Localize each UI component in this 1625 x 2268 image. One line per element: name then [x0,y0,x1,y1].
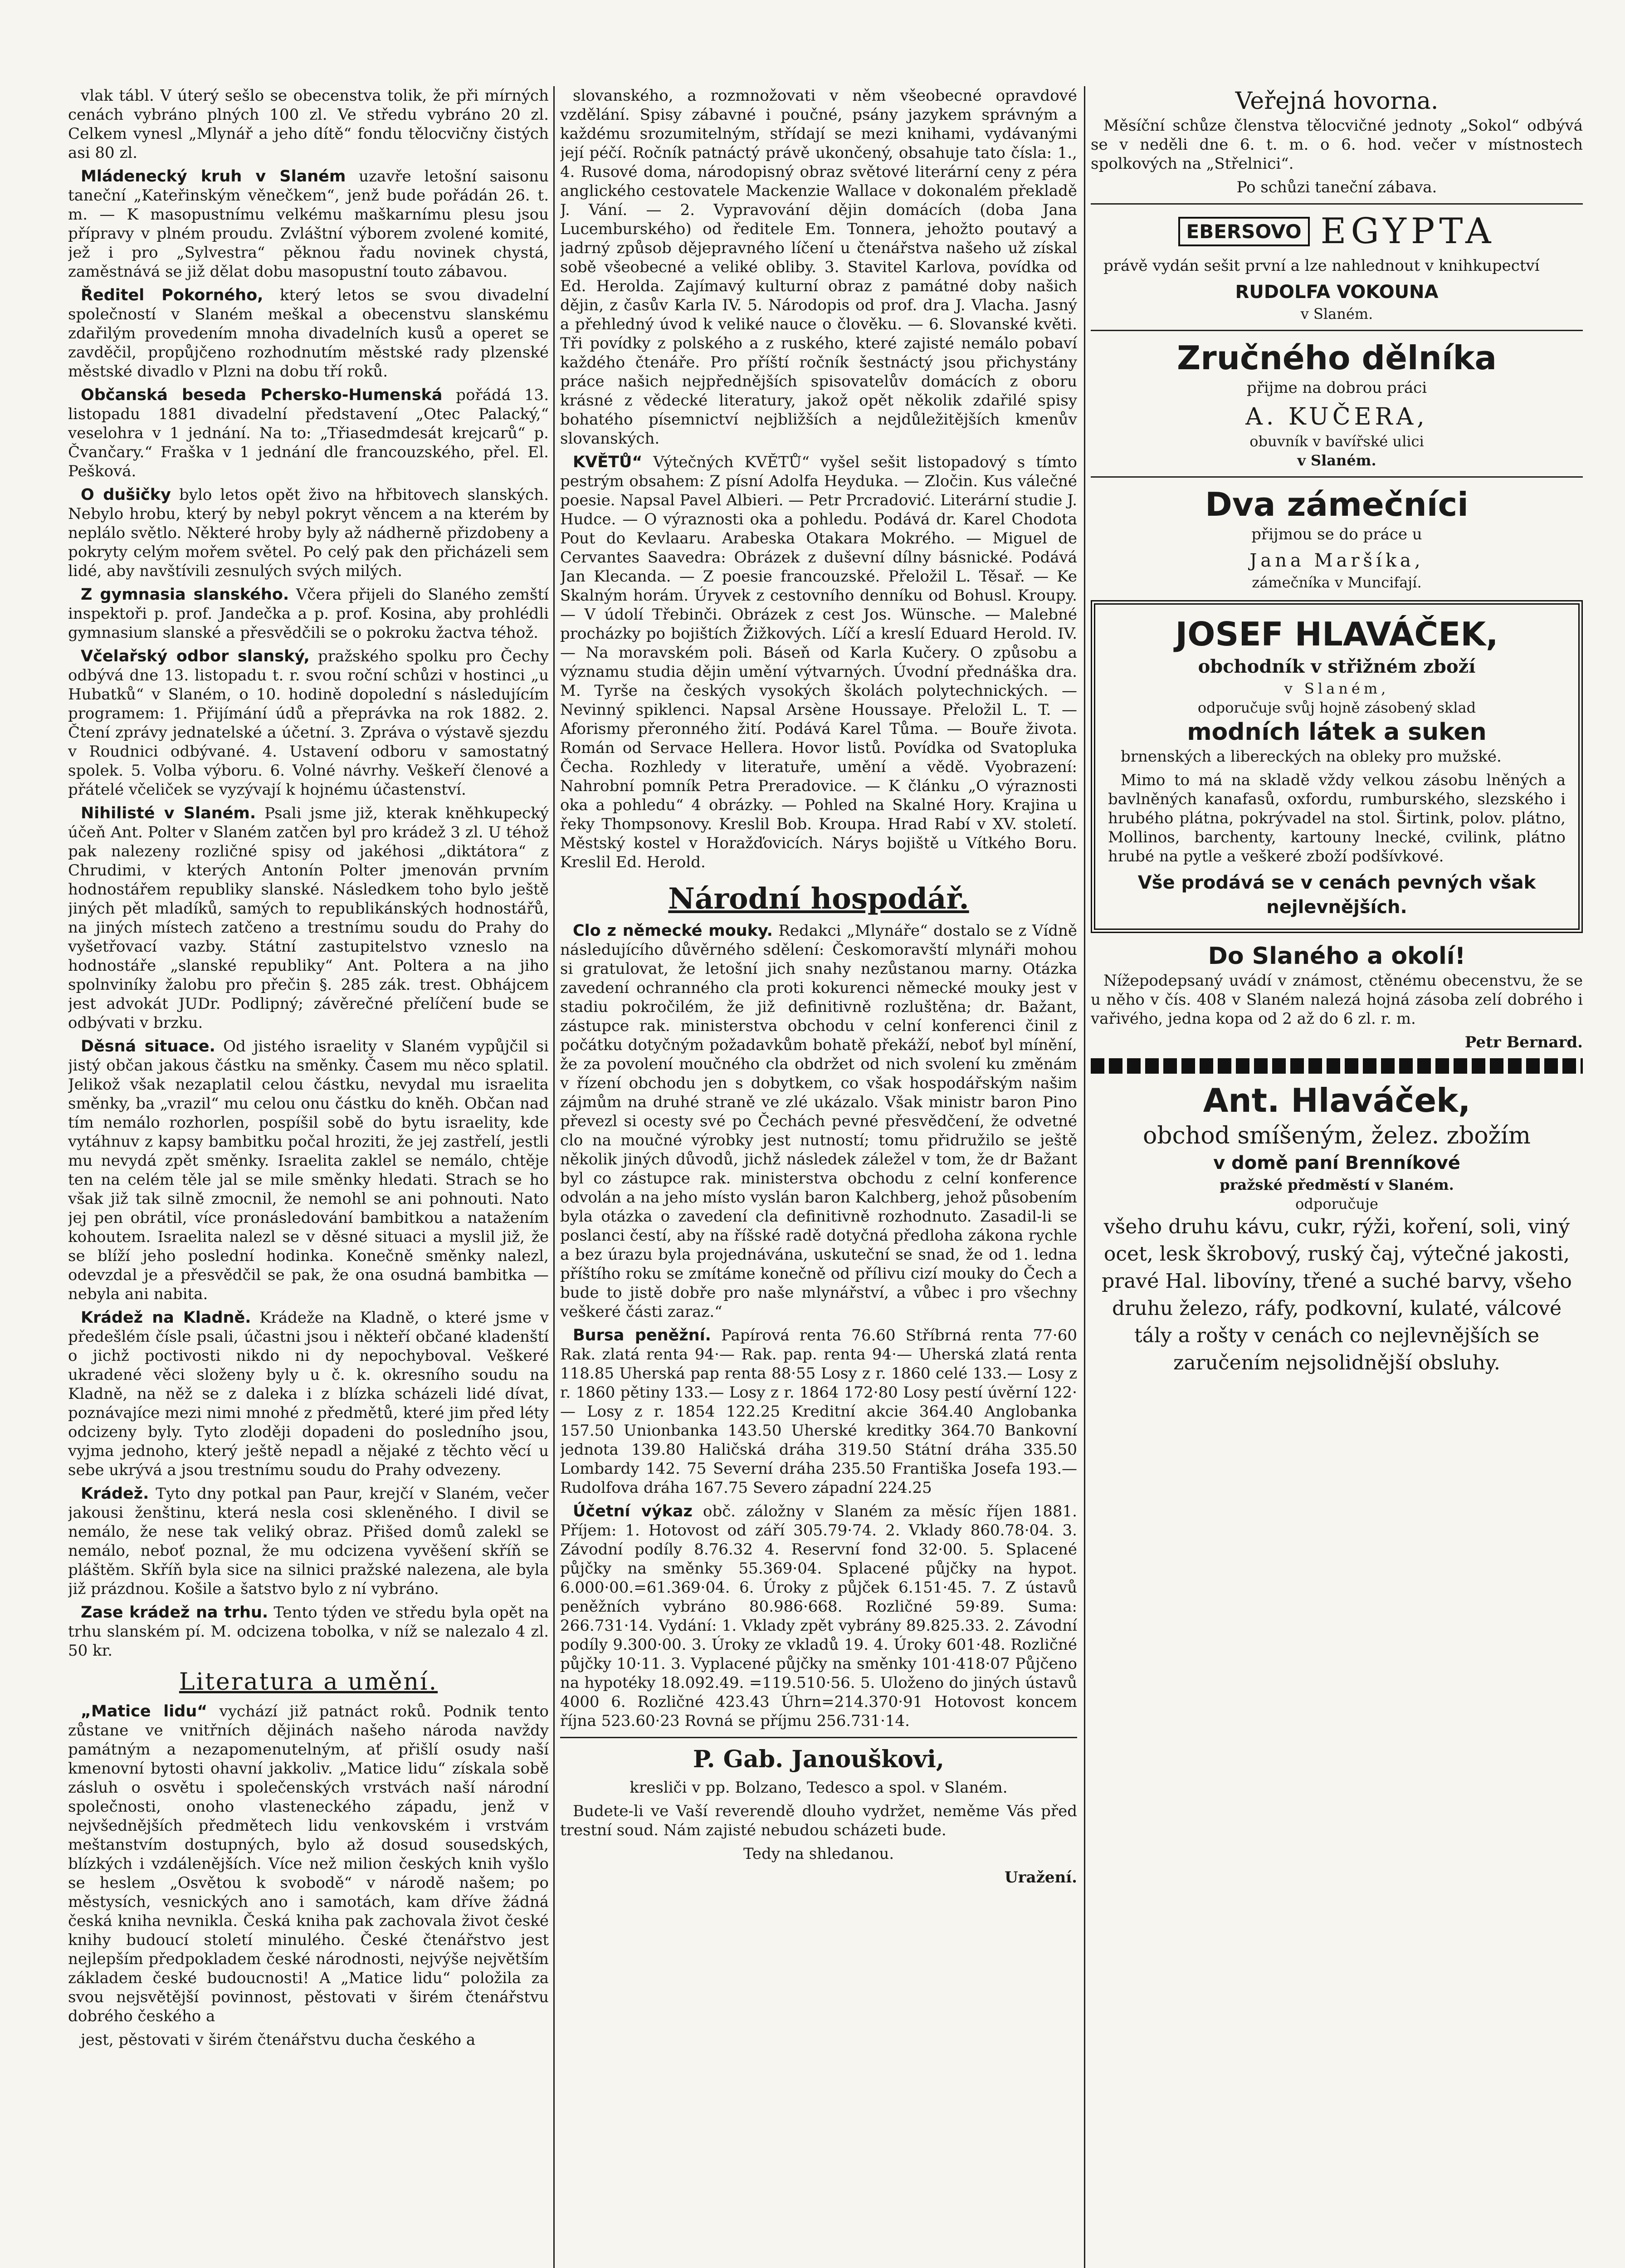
section-heading-economy: Národní hospodář. [668,882,969,916]
ant-name: Ant. Hlaváček, [1203,1081,1471,1119]
news-text: Redakci „Mlynáře“ dostalo se z Vídně následujícího důvěrného sdělení: Českomoravští mlynáři mohou si gratulovat, že letošní jich snahy nezůstanou marny. Otázka zavedení ochranného cla proti kokurenci německé mouky jest v stadiu pokročilém, že již definitivně rozluštěna; dr. Bažant, zástupce rak. ministerstva obchodu v celní konferenci činil z počátku dotyčným požadavkům bohatě překáží, neboť byl mínění, že za povolení moučného cla obdržet od nich svolení ku změnám v řízení obchodu jen s dobytkem, co však hospodářským našim zájmům na druhé straně ve zlé ukázalo. Však ministr baron Pino převezl si ocesty své po Čechách pevné přesvědčení, že odvetné clo na moučné výrobky jest nutností; tomu přidružilo se ještě několik jiných důvodů, jichž následek záležel v tom, že dr Bažant byl co zástupce rak. ministerstva obchodu z celní konference odvolán a na jeho místo vyslán baron Kalchberg, jehož působením byla otázka o zavedení cla definitivně rozhodnuto. Zasadil-li se poslanci čestí, aby na říšské radě dotyčná předloha zákona rychle a bez úrazu byla projednávána, uskuteční se snad, že od 1. ledna příštího roku se zmítáme konečně od přílivu cizí mouky do Čech a bude to jistě dobře pro naše mlynářství, a vůbec i pro všechny veškeré části zaraz.“ [560,922,1077,1321]
column-middle [560,86,1077,2268]
news-matice [68,1702,549,2026]
do-slaneho-heading: Do Slaného a okolí! [1208,943,1466,970]
zrucneho-heading: Zručného dělníka [1177,339,1497,377]
headline: Nihilisté v Slaném. [81,804,256,822]
news-gymnasia [68,585,549,642]
ant-list: všeho druhu kávu, cukr, rýži, koření, soli, viný ocet, lesk škrobový, ruský čaj, výtečné jakosti, pravé Hal. libovíny, třené a suché barvy, všeho druhu železo, ráfy, podkovní, kulaté, válcové tály a rošty v cenách co nejlevnějších se zaručením nejsolidnější obsluhy. [1102,1215,1572,1374]
headline: Účetní výkaz [573,1502,693,1520]
hovorna-heading: Veřejná hovorna. [1235,88,1439,115]
separator [1091,203,1583,205]
headline: Zase krádež na trhu. [81,1603,268,1622]
paragraph-matice-cont: slovanského, a rozmnožovati v něm všeobecné opravdové vzdělání. Spisy zábavné i poučné, psány jazykem správným a každému srozumitelným, střídají se mezi knihami, vydávanými její péčí. Ročník patnáctý právě ukončený, obsahuje tato čísla: 1., 4. Rusové doma, národopisný obraz světové literární ceny z péra anglického cestovatele Mackenzie Wallace v dokonalém překladě J. Vání. — 2. Vypravování dějin domácích (doba Jana Lucemburského) od ředitele Em. Tonnera, jehožto poutavý a jadrný způsob dějepravného líčení u čtenářstva našeho už získal sobě všeobecné a veliké obliby. 3. Stavitel Karlova, povídka od Ed. Herolda. Zajímavý kulturní obraz z památné doby našich dějin, z časův Karla IV. 5. Národopis od prof. dra J. Vlacha. Jasný a přehledný úvod k veliké nauce o člověku. — 6. Slovanské květi. Tři povídky z polského a z ruského, které zajisté nemálo pobaví každého čtenáře. Pro příští ročník šestnáctý jsou přichystány práce našich nejpřednějších spisovatelův domácích z oboru krásné z vědecké literatury, jakož opět několik zdařilé spisy bohatého písemnictví nejbližších a nejdůležitějších kmenův slovanských. [560,87,1077,448]
news-text: pražského spolku pro Čechy odbývá dne 13. listopadu t. r. svou roční schůzi v hostinci „u Hubatků“ v Slaném, o 10. hodině dopolední s následujícím programem: 1. Přijímání údů a přeprávka na rok 1882. 2. Čtení zprávy jednatelské a účetní. 3. Zpráva o výstavě sjezdu v Roudnici odbývané. 4. Ustavení odboru v samostatný spolek. 5. Volba výboru. 6. Volné návrhy. Veškeří členové a přátelé včeliček se vyzývají k hojnému účastenství. [68,647,549,799]
hlavacek-place: v Slaném, [1284,680,1390,697]
egypt-place: v Slaném. [1300,305,1373,323]
headline: Občanská beseda Pchersko-Humenská [81,386,443,404]
newspaper-page [68,86,1583,2268]
egypt-seller: RUDOLFA VOKOUNA [1235,282,1439,303]
news-text: vychází již patnáct roků. Podnik tento zůstane ve vnitřních dějinách našeho národa navždy památným a nezapomenutelným, ať přišlí osudy naší kmenovní bytosti ohavní jakkoliv. „Matice lidu“ získala sobě zásluh o osvětu i společenských vrstvách naší národní společnosti, onoho vlasteneckého západu, jenž v nejvšednějších předmětech lidu venkovském i vrstvám meštanstvím dostupných, bylo až dosud sousedských, blízkých i vzdálenějších. Více než milion českých knih vyšlo se heslem „Osvětou k svobodě“ v národě našem; po městysích, vesnických ano i samotách, kam dříve žádná česká kniha nevnikla. Česká kniha pak zachovala život české knihy budoucí století minulého. České čtenářstvo jest nejlepším předpokladem české národnosti, nejvýše největším základem české budoucnosti! A „Matice lidu“ položila za svou nejsvětější povinnost, pěstovati v širém čtenářstvu dobrého českého a [68,1702,549,2025]
news-matice-end: jest, pěstovati v širém čtenářstvu ducha českého a [81,2031,476,2049]
dva-name: Jana Maršíka, [1249,550,1424,571]
news-reditel [68,286,549,381]
headline: Ředitel Pokorného, [81,286,264,304]
news-bursa [560,1326,1077,1497]
separator [560,1737,1077,1738]
section-heading-literature: Literatura a umění. [179,1668,438,1696]
border-chain [1091,1058,1583,1074]
news-text: Výtečných KVĚTŮ“ vyšel sešit listopadový s tímto pestrým obsahem: Z písní Adolfa Heyduka. — Zločin. Kus válečné poesie. Napsal Pavel Albieri. — Petr Prcradović. Literární studie J. Hudce. — O výraznosti oka a pohledu. Podává dr. Karel Chodota Pout do Kevlaaru. Arabeska Otakara Mokrého. — Miguel de Cervantes Saavedra: Obrázek z duševní dílny básnické. Podává Jan Klecanda. — Z poesie francouzské. Přeložil L. Těsař. — Ke Skalným horám. Úryvek z cestovního denníku od Bohusl. Kroupy. — V údolí Třebinči. Obrázek z cest Jos. Wünsche. — Malebné procházky po bojištích Žižkových. Líčí a kreslí Eduard Herold. IV. — Na moravském poli. Báseň od Karla Kučery. O způsobu a významu studia dějin umění výtvarných. Úvodní přednáška dra. M. Tyrše na českých vysokých školách polytechnických. — Nevinný spiklenci. Napsal Arsène Houssaye. Přeložil L. T. — Aforismy přeronného žití. Podává Karel Tůma. — Bouře života. Román od Servace Hellera. Hovor listů. Povídka od Svatopluka Čecha. Rozhledy v literatuře, umění a vědě. Vyobrazení: Nahrobní pomník Petra Preradovice. — K článku „O výraznosti oka a pohledu“ 4 obrázky. — Pohled na Skalné Hory. Krajina u řeky Thompsonovy. Kreslil Bob. Kroupa. Hrad Rabí v XV. století. Městský kostel v Horažďovicích. Nárys bojiště u Vítkého Boru. Kreslil Ed. Herold. [560,453,1077,871]
news-text: pořádá 13. listopadu 1881 divadelní představení „Otec Palacký,“ veselohra v 1 jednání. Na to: „Třiasedmdesát krejcarů“ p. Čvančary.“ Fraška v 1 jednání dle francouzského, přel. El. Pešková. [68,386,549,480]
headline: O dušičky [81,486,171,504]
news-text: Krádeže na Kladně, o které jsme v předešlém čísle psali, účastni jsou i někteří občané kladenští o jichž poctivosti nikdo ni dy nepochyboval. Veškeré ukradené věci složeny byly u č. k. okresního soudu na Kladně, na něž se z daleka i z blízka scházeli lidé dívat, poznávajíce mezi nimi mnohé z předmětů, které jim před léty odcizeny byly. Tyto zloději dopadeni do posledního jsou, vyjma jednoho, který ještě nepadl a nějaké z těchto věcí u sebe ukrývá a jsou trestnímu soudu do Prahy odvezeny. [68,1309,549,1479]
news-text: Tyto dny potkal pan Paur, krejčí v Slaném, večer jakousi ženštinu, která nesla cosi skleněného. I divil se nemálo, že nese tak veliký obraz. Přišed domů zalekl se nemálo, neboť poznal, že mu odcizena vyvěšení skříň se pláštěm. Skříň byla sice na silnici pražské nalezena, ale byla již prázdnou. Košile a šatstvo bylo z ní vybráno. [68,1485,549,1598]
news-mladenecky [68,167,549,281]
hlavacek-name: JOSEF HLAVÁČEK, [1175,615,1498,653]
notice-text: Budete-li ve Vaší reverendě dlouho vydržet, neměme Vás před trestní soud. Nám zajisté nebudou scházeti bude. [560,1802,1077,1839]
separator [1091,476,1583,478]
egypt-title-part2: EGYPTA [1320,211,1496,252]
hlavacek-ad-box [1091,600,1583,933]
news-nihilista [68,804,549,1032]
headline: Děsná situace. [81,1037,215,1056]
hlavacek-line5: Vše prodává se v cenách pevných však nejlevnějších. [1137,872,1536,918]
dva-sub: zámečníka v Muncifají. [1252,574,1422,591]
column-right [1091,86,1583,2268]
notice-sub: kresliči v pp. Bolzano, Tedesco a spol. v Slaném. [630,1779,1008,1797]
news-vcelarsky [68,647,549,799]
hlavacek-line1: odporučuje svůj hojně zásobený sklad [1197,699,1476,716]
egypt-text: právě vydán sešit první a lze nahlednout v knihkupectví [1103,257,1540,275]
ant-sub: obchod smíšeným, želez. zbožím [1142,1122,1531,1149]
headline: Mládenecký kruh v Slaném [81,167,346,186]
news-text: Včera přijeli do Slaného zemští inspektoři p. prof. Jandečka a p. prof. Kosina, aby prohlédli gymnasium slanské a přesvědčili se o pokroku žactva téhož. [68,586,549,642]
news-text: Papírová renta 76.60 Stříbrná renta 77·60 Rak. zlatá renta 94·— Rak. pap. renta 94·— Uherská zlatá renta 118.85 Uherská pap renta 88·55 Losy z r. 1860 celé 133.— Losy z r. 1860 pětiny 133.— Losy z r. 1864 172·80 Losy pestí úvěrní 122·— Losy z r. 1854 122.25 Kreditní akcie 364.40 Anglobanka 157.50 Unionbanka 143.50 Uherské kreditky 364.70 Bankovní jednota 139.80 Haličská dráha 319.50 Státní dráha 335.50 Lombardy 142. 75 Severní dráha 235.50 Františka Josefa 193.— Rudolfova dráha 167.75 Severo západní 224.25 [560,1326,1077,1497]
news-dusicky [68,485,549,581]
hlavacek-sub: obchodník v střižném zboží [1198,656,1476,677]
notice-sign: Uražení. [1004,1868,1077,1887]
notice-close: Tedy na shledanou. [743,1845,894,1863]
news-text: uzavře letošní saisonu taneční „Kateřinským věnečkem“, jenž bude pořádán 26. t. m. — K masopustnímu velkému maškarnímu plesu jsou přípravy v plném proudu. Zvláštní výborem zvolené komité, jež i pro „Sylvestra“ pěknou řadu novinek chystá, zaměstnává se již dělat dobu masopustní touto zábavou. [68,167,549,281]
paragraph-intro: vlak tábl. V úterý sešlo se obecenstva tolik, že při mírných cenách vybráno plných 100 zl. Ve středu vybráno 20 zl. Celkem vynesl „Mlynář a jeho dítě“ fondu tělocvičny čistých asi 80 zl. [68,87,549,162]
hlavacek-line2: modních látek a suken [1187,719,1487,746]
news-text: bylo letos opět živo na hřbitovech slanských. Nebylo hrobu, který by nebyl pokryt věncem a na kterém by neplálo světlo. Některé hroby byly až nádherně přizdobeny a pokryty celým mořem světel. Po celý pak den přicházeli sem lidé, aby navštívili zesnulých svých milých. [68,486,549,580]
news-text: který letos se svou divadelní společností v Slaném meškal a obecenstvu slanskému zdařilým provedením mnoha divadelních kusů a operet se zavděčil, propůjčeno rozhodnutím městské rady plzenské městské divadlo v Plzni na dobu tří roků. [68,286,549,381]
kucera-name: A. KUČERA, [1245,403,1428,430]
hlavacek-line4: Mimo to má na skladě vždy velkou zásobu lněných a bavlněných kanafasů, oxfordu, rumburského, slezského i hrubého plátna, pokrývadel na stol. Širtink, polov. plátno, Mollinos, barchenty, kartouny lnecké, cvilink, plátno hrubé na pytle a veškeré zboží podšívkové. [1108,771,1566,865]
kucera-sub: obuvník v bavířské ulici [1249,433,1424,450]
egypt-title-part1: EBERSOVO [1178,217,1310,246]
ant-rec: odporučuje [1295,1195,1378,1212]
news-text: obč. záložny v Slaném za měsíc říjen 1881. Příjem: 1. Hotovost od září 305.79·74. 2. Vklady 860.78·04. 3. Závodní podíly 8.76.32 4. Reservní fond 32·00. 5. Splacené půjčky na směnky 55.369·04. Splacené půjčky na hypot. 6.000·00.=61.369·04. 6. Úroky z půjček 6.151·45. 7. Z ústavů peněžních vybráno 80.986·668. Rozličné 59·89. Suma: 266.731·14. Vydání: 1. Vklady zpět vybrány 89.825.33. 2. Závodní podíly 9.300·00. 3. Úroky ze vkladů 19. 4. Úroky 601·48. Rozličné půjčky 10·11. 3. Vyplacené půjčky na směnky 101·418·07 Půjčeno na hypotéky 18.092.49. =119.510·56. 5. Uloženo do jiných ústavů 4000 6. Rozličné 423.43 Úhrn=214.370·91 Hotovost koncem října 523.60·23 Rovná se příjmu 256.731·14. [560,1502,1077,1730]
headline: Bursa peněžní. [573,1326,711,1344]
ant-place: v domě paní Brenníkové [1213,1153,1460,1173]
news-obcanska [68,386,549,481]
zrucneho-text: přijme na dobrou práci [1246,379,1427,397]
kvety-label: KVĚTŮ“ [573,453,643,471]
headline: Včelařský odbor slanský, [81,647,310,665]
ant-place2: pražské předměstí v Slaném. [1220,1176,1454,1193]
headline: Z gymnasia slanského. [81,586,289,604]
news-kvety [560,453,1077,872]
news-desna [68,1037,549,1304]
headline: „Matice lidu“ [81,1702,208,1721]
news-kradez [68,1308,549,1480]
do-slaneho-sign: Petr Bernard. [1464,1033,1583,1051]
notice-name: P. Gab. Janouškovi, [693,1745,945,1773]
kucera-place: v Slaném. [1297,452,1376,469]
headline: Krádež. [81,1485,149,1503]
hovorna-note: Po schůzi taneční zábava. [1236,178,1437,196]
dva-text: přijmou se do práce u [1251,525,1422,543]
news-text: Tento týden ve středu byla opět na trhu slanském pí. M. odcizena tobolka, v níž se nalezalo 4 zl. 50 kr. [68,1603,549,1660]
news-clo [560,921,1077,1321]
column-rule [1084,86,1085,2268]
news-text: Od jistého israelity v Slaném vypůjčil si jistý občan jakous částku na směnky. Časem mu něco splatil. Jelikož však nezaplatil celou částku, nevydal mu israelita směnky, ba „vrazil“ mu celou onu částku do kněh. Občan nad tím nemálo rozhorlen, pospíšil sobě do bytu israelity, kde vytáhnuv z kapsy bambitku počal hroziti, že jej zastřelí, jestli mu nevydá zpět směnky. Israelita zaklel se nemálo, chtěje ten na celém těle jal se mile směnky hledati. Strach se ho však již tak silně zmocnil, že nemohl se ani pohnouti. Nato jej pen obrátil, více pronásledování bambitkou a natažením kohoutem. Israelita nalezl se v děsné situaci a myslil již, že se blíží jeho poslední hodinka. Konečně směnky nalezl, odevzdal je a přesvědčil se pak, že ona osudná bambitka — nebyla ani nabita. [68,1037,549,1303]
do-slaneho-text: Nížepodepsaný uvádí v známost, ctěnému obecenstvu, že se u něho v čís. 408 v Slaném nalezá hojná zásoba zelí dobrého i vařivého, jedna kopa od 2 až do 6 zl. r. m. [1091,972,1583,1028]
column-left [68,86,549,2268]
news-kradez2 [68,1484,549,1598]
headline: Krádež na Kladně. [81,1309,251,1327]
hlavacek-line3: brnenských a libereckých na obleky pro mužské. [1121,748,1502,766]
column-rule [553,86,555,2268]
news-text: Psali jsme již, kterak kněhkupecký účeň Ant. Polter v Slaném zatčen byl pro krádež 3 zl. U téhož pak nalezeny rozličné spisy od jakéhosi „diktátora“ z Chrudimi, v kterých Antonín Polter jmenován prvním hodnostářem republiky slanské. Následkem toho bylo ještě jiných pět mladíků, samých to republikánských hodnostářů, na jiných místech zatčeno a trestnímu soudu do Prahy do vyšetřovací vazby. Státní zastupitelstvo vzneslo na hodnostáře „slanské republiky“ Ant. Poltera a na jiho spolnviníky žalobu pro přečin §. 285 zák. trest. Obhájcem jest advokát JUDr. Podlipný; závěrečné přelíčení bude se odbývati v brzku. [68,804,549,1032]
headline: Clo z německé mouky. [573,922,773,940]
hovorna-text: Měsíční schůze členstva tělocvičné jednoty „Sokol“ odbývá se v neděli dne 6. t. m. o 6. hod. večer v místnostech spolkových na „Střelnici“. [1091,117,1583,173]
news-zase [68,1603,549,1660]
news-ucetni [560,1502,1077,1730]
dva-heading: Dva zámečníci [1205,485,1469,523]
separator [1091,330,1583,331]
egypt-ad-title [1091,211,1583,252]
